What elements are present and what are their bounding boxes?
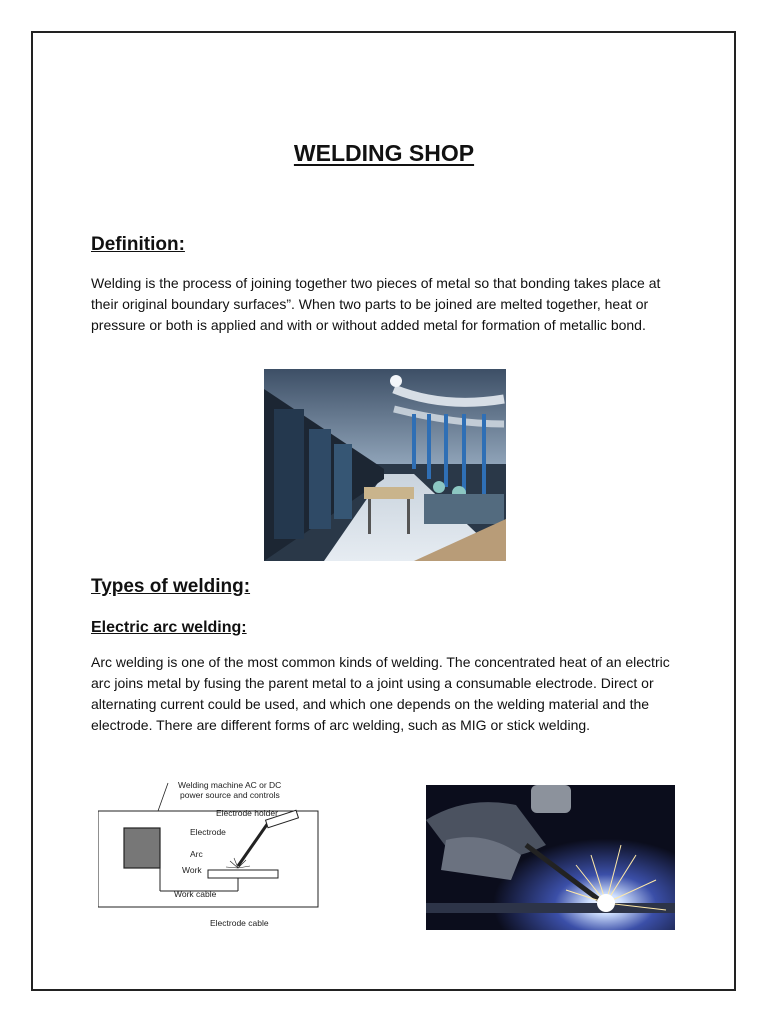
label-machine-line1: Welding machine AC or DC: [178, 780, 282, 790]
label-electrode-holder: Electrode holder: [216, 808, 278, 818]
welding-shop-photo: [264, 369, 506, 561]
arc-welding-paragraph: Arc welding is one of the most common kinds of welding. The concentrated heat of an electric arc joins metal by fusing the parent metal to a joint using a consumable electrode. Direct or alternating current could be used, and which one depends on the welding material and the electrode. There are different forms of arc welding, such as MIG or stick welding.: [91, 654, 670, 733]
welding-action-photo: [426, 785, 675, 930]
definition-heading: Definition:: [91, 234, 185, 255]
label-electrode: Electrode: [190, 827, 226, 837]
document-title: WELDING SHOP: [293, 140, 475, 166]
types-heading: Types of welding:: [91, 576, 251, 597]
arc-welding-heading: Electric arc welding:: [91, 619, 247, 636]
label-work-cable: Work cable: [174, 889, 217, 899]
label-machine-line2: power source and controls: [180, 790, 280, 800]
label-electrode-cable: Electrode cable: [210, 918, 269, 928]
label-work: Work: [182, 865, 202, 875]
definition-paragraph: Welding is the process of joining together two pieces of metal so that bonding takes place at their original boundary surfaces”. When two parts to be joined are melted together, heat or pressure or both is applied and with or without added metal for formation of metallic bond.: [91, 275, 661, 333]
label-arc: Arc: [190, 849, 203, 859]
arc-welding-diagram: [98, 773, 330, 933]
